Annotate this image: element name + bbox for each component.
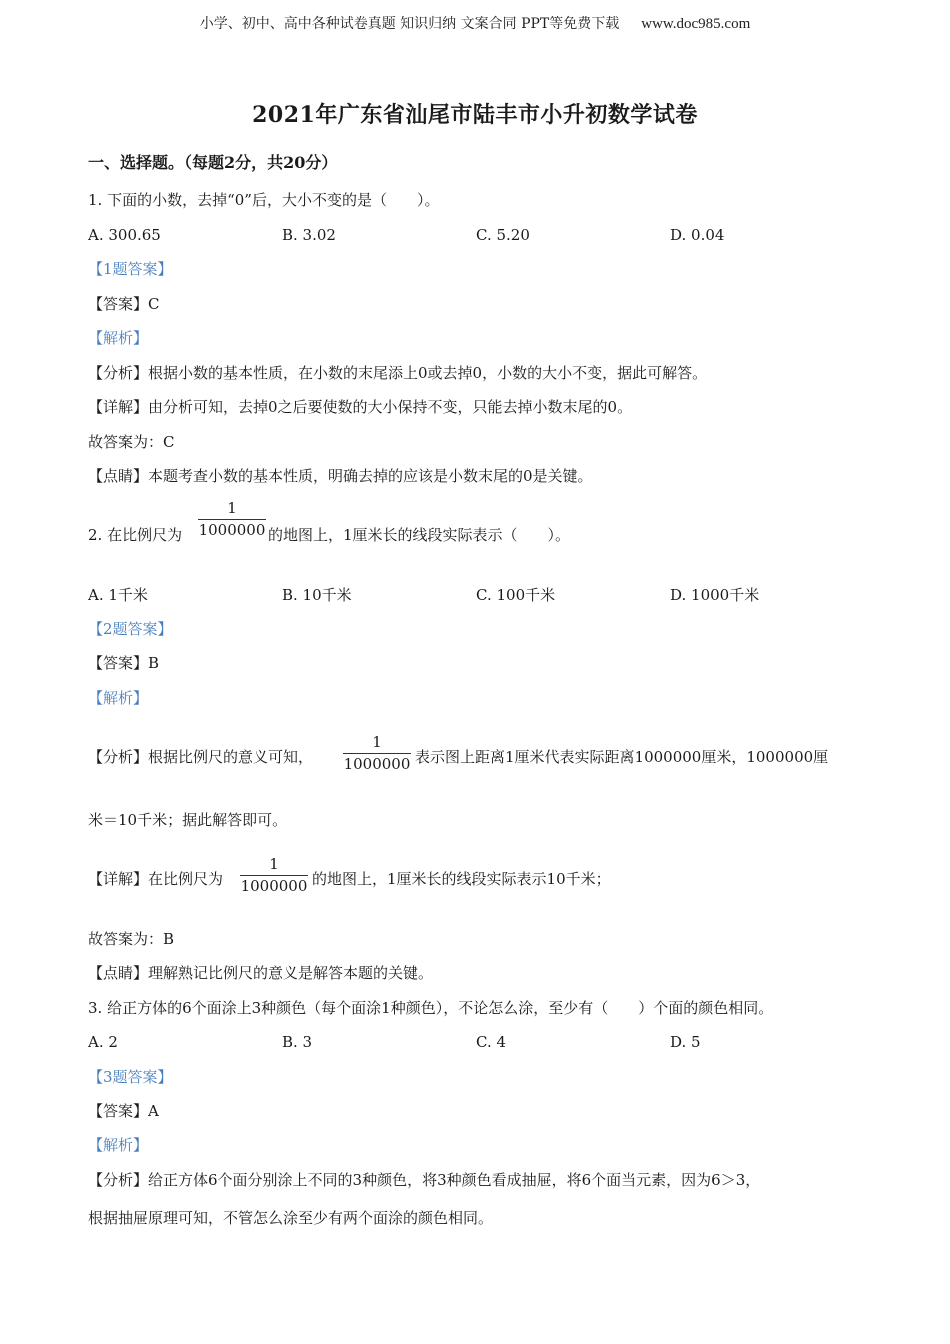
header-text: 小学、初中、高中各种试卷真题 知识归纳 文案合同 PPT等免费下载 [199, 16, 620, 32]
q3-stem: 3. 给正方体的6个面涂上3种颜色（每个面涂1种颜色），不论怎么涂，至少有（ ）个面的颜色相同。 [88, 999, 774, 1017]
q1-answer: 【答案】C [88, 295, 160, 313]
fraction-denominator: 1000000 [343, 755, 411, 773]
q3-answer-tag: 【3题答案】 [88, 1068, 173, 1086]
fraction-numerator: 1 [227, 499, 237, 517]
q2-stem-post: 的地图上，1厘米长的线段实际表示（ ）。 [268, 526, 571, 544]
q1-answer-tag: 【1题答案】 [88, 260, 173, 278]
q2-xiangjie-post: 的地图上，1厘米长的线段实际表示10千米； [312, 870, 611, 888]
q1-xiangjie: 【详解】由分析可知，去掉0之后要使数的大小保持不变，只能去掉小数末尾的0。 [88, 398, 633, 416]
fraction-numerator: 1 [372, 733, 382, 751]
fraction-denominator: 1000000 [198, 521, 266, 539]
q3-answer: 【答案】A [88, 1102, 159, 1120]
q2-fenxi-fraction [343, 733, 411, 773]
q1-conclusion: 故答案为：C [88, 433, 175, 451]
q2-answer: 【答案】B [88, 654, 160, 672]
q2-stem-pre: 2. 在比例尺为 [88, 526, 183, 544]
q2-option-d: D. 1000千米 [670, 586, 760, 604]
q2-stem-fraction [198, 499, 266, 539]
q1-fenxi: 【分析】根据小数的基本性质，在小数的末尾添上0或去掉0，小数的大小不变，据此可解答。 [88, 364, 708, 382]
q3-option-b: B. 3 [282, 1033, 313, 1051]
q2-fenxi-pre: 【分析】根据比例尺的意义可知， [88, 748, 314, 766]
q2-option-b: B. 10千米 [282, 586, 352, 604]
q2-conclusion: 故答案为：B [88, 930, 175, 948]
q3-option-c: C. 4 [476, 1033, 507, 1051]
fraction-bar [240, 875, 308, 876]
q3-fenxi-line2: 根据抽屉原理可知，不管怎么涂至少有两个面涂的颜色相同。 [88, 1209, 494, 1227]
q2-xiangjie-pre: 【详解】在比例尺为 [88, 870, 224, 888]
fraction-numerator: 1 [269, 855, 279, 873]
q3-option-a: A. 2 [88, 1033, 118, 1051]
document-title: 2021年广东省汕尾市陆丰市小升初数学试卷 [252, 102, 698, 128]
q1-dianjing: 【点睛】本题考查小数的基本性质，明确去掉的应该是小数末尾的0是关键。 [88, 467, 593, 485]
q1-analysis-tag: 【解析】 [88, 329, 149, 347]
q3-fenxi: 【分析】给正方体6个面分别涂上不同的3种颜色，将3种颜色看成抽屉，将6个面当元素，因为6＞3， [88, 1171, 761, 1189]
q1-option-b: B. 3.02 [282, 226, 336, 244]
q2-option-a: A. 1千米 [88, 586, 148, 604]
q2-option-c: C. 100千米 [476, 586, 556, 604]
q2-answer-tag: 【2题答案】 [88, 620, 173, 638]
q2-fenxi-post: 表示图上距离1厘米代表实际距离1000000厘米，1000000厘 [415, 748, 829, 766]
fraction-bar [198, 519, 266, 520]
q1-option-a: A. 300.65 [88, 226, 161, 244]
q1-option-c: C. 5.20 [476, 226, 530, 244]
q2-fenxi-line2: 米＝10千米；据此解答即可。 [88, 811, 288, 829]
q1-stem: 1. 下面的小数，去掉“0”后，大小不变的是（ ）。 [88, 191, 440, 209]
fraction-denominator: 1000000 [240, 877, 308, 895]
q2-dianjing: 【点睛】理解熟记比例尺的意义是解答本题的关键。 [88, 964, 434, 982]
q3-analysis-tag: 【解析】 [88, 1136, 149, 1154]
fraction-bar [343, 753, 411, 754]
q2-xiangjie-fraction [240, 855, 308, 895]
q1-option-d: D. 0.04 [670, 226, 725, 244]
header-url[interactable]: www.doc985.com [641, 16, 751, 32]
q2-analysis-tag: 【解析】 [88, 689, 149, 707]
q3-option-d: D. 5 [670, 1033, 701, 1051]
page-header [0, 13, 950, 33]
section-heading: 一、选择题。（每题2分，共20分） [88, 153, 338, 172]
